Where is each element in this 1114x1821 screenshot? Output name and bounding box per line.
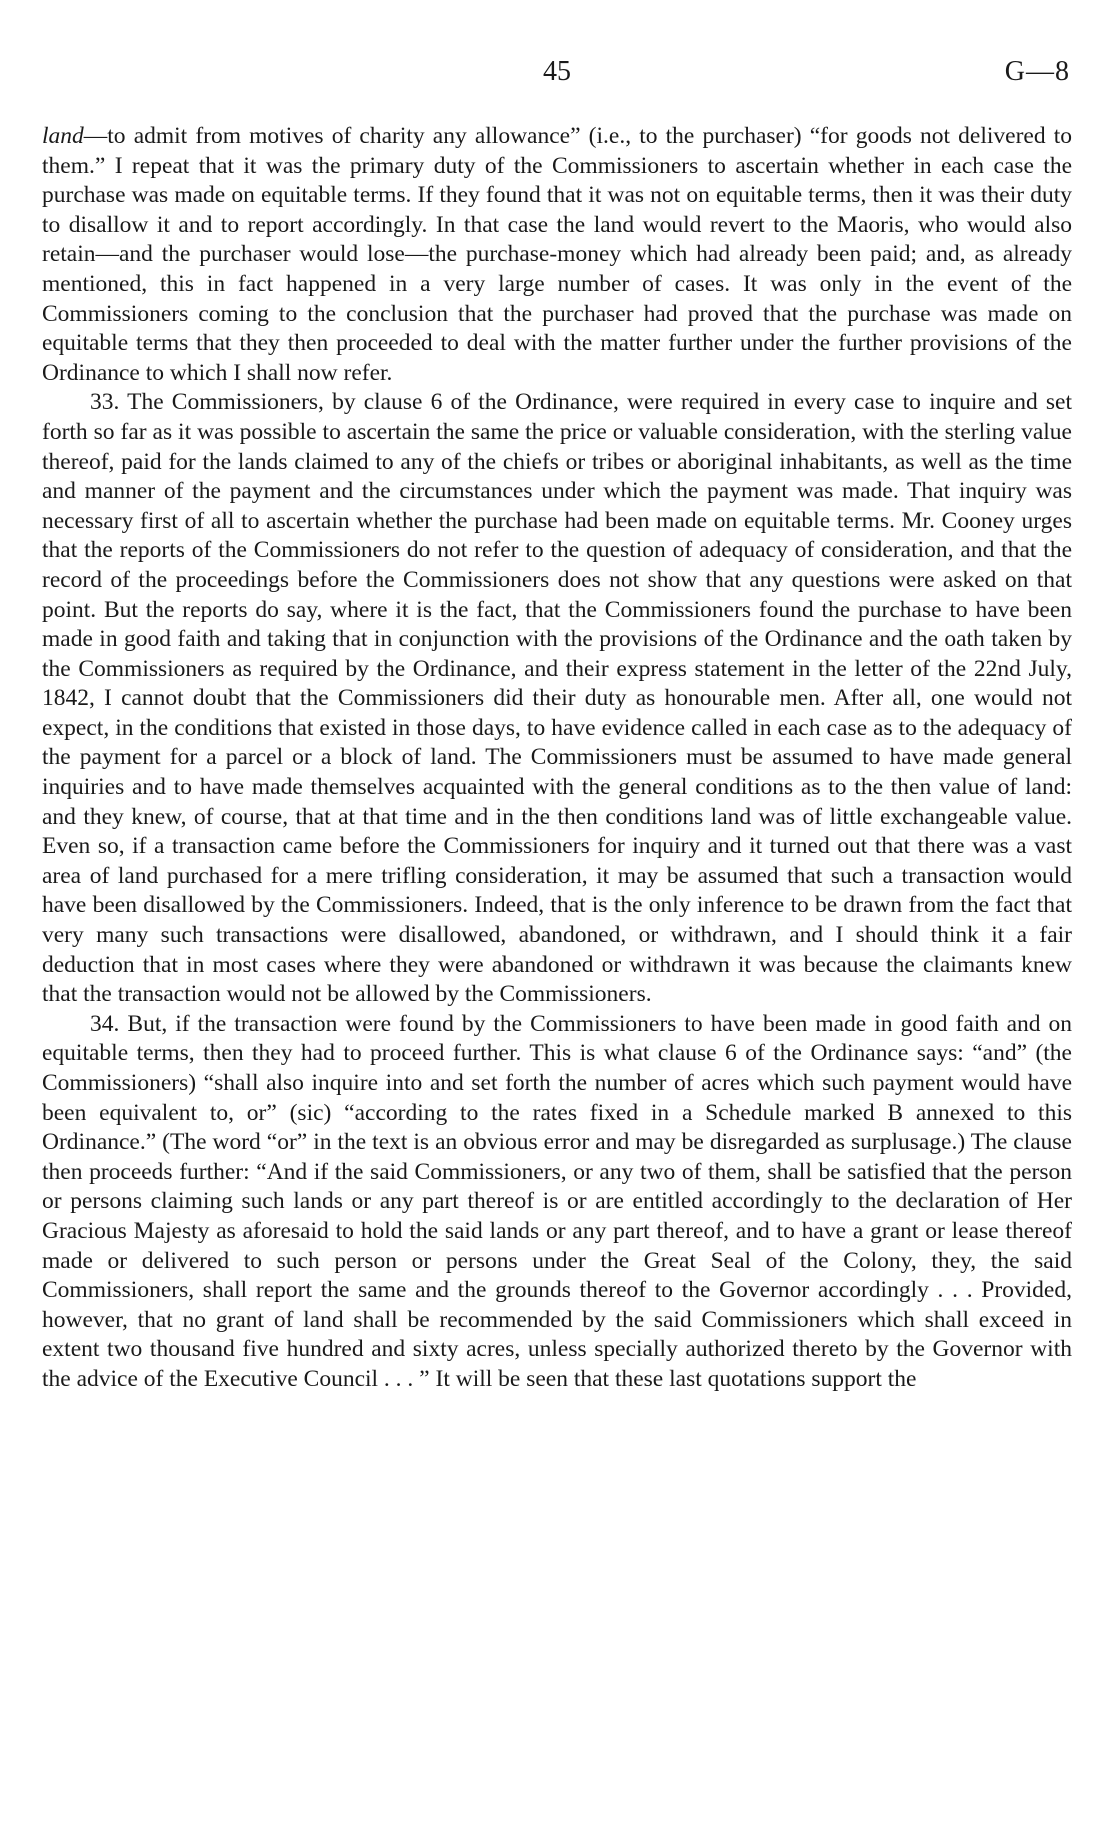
paragraph-text: The Commissioners, by clause 6 of the Ordinance, were required in every case to inquire and set forth so far as it was possible to ascertain the same the price or valuable consideration, with the sterling value thereof, paid for the lands claimed to any of the chiefs or tribes or aboriginal inhabitants, as well as the time and manner of the payment and the circumstances under which the payment was made. That inquiry was necessary first of all to ascertain whether the purchase had been made on equitable terms. Mr. Cooney urges that the reports of the Commissioners do not refer to the question of adequacy of consideration, and that the record of the proceedings before the Commissioners does not show that any questions were asked on that point. But the reports do say, where it is the fact, that the Commissioners found the purchase to have been made in good faith and taking that in conjunction with the provisions of the Ordinance and the oath taken by the Commissioners as required by the Ordinance, and their express statement in the letter of the 22nd July, 1842, I cannot doubt that the Commissioners did their duty as honourable men. After all, one would not expect, in the conditions that existed in those days, to have evidence called in each case as to the adequacy of the payment for a parcel or a block of land. The Commissioners must be assumed to have made general inquiries and to have made themselves acquainted with the general conditions as to the then value of land: and they knew, of course, that at that time and in the then conditions land was of little exchangeable value. Even so, if a transaction came before the Commissioners for inquiry and it turned out that there was a vast area of land purchased for a mere trifling consideration, it may be assumed that such a transaction would have been disallowed by the Commissioners. Indeed, that is the only inference to be drawn from the fact that very many such transactions were disallowed, abandoned, or withdrawn, and I should think it a fair deduction that in most cases where they were abandoned or withdrawn it was because the claimants knew that the transaction would not be allowed by the Commissioners. xyxy=(42,389,1072,1008)
paragraph-33 xyxy=(42,388,1072,1009)
paragraph-continuation xyxy=(42,122,1072,388)
page-number: 45 xyxy=(543,56,571,87)
document-body xyxy=(42,122,1072,1395)
paragraph-number: 33. xyxy=(90,389,120,416)
paragraph-text: But, if the transaction were found by the Commissioners to have been made in good faith and on equitable terms, then they had to proceed further. This is what clause 6 of the Ordinance says: “and” (the Commissioners) “shall also inquire into and set forth the number of acres which such payment would have been equivalent to, or” (sic) “according to the rates fixed in a Schedule marked B annexed to this Ordinance.” (The word “or” in the text is an obvious error and may be disregarded as surplusage.) The clause then proceeds further: “And if the said Commissioners, or any two of them, shall be satisfied that the person or persons claiming such lands or any part thereof is or are entitled accordingly to the declaration of Her Gracious Majesty as aforesaid to hold the said lands or any part thereof, and to have a grant or lease thereof made or delivered to such person or persons under the Great Seal of the Colony, they, the said Commissioners, shall report the same and the grounds thereof to the Governor accordingly . . . Provided, however, that no grant of land shall be recommended by the said Commissioners which shall exceed in extent two thousand five hundred and sixty acres, unless specially authorized thereto by the Governor with the advice of the Executive Council . . . ” It will be seen that these last quotations support the xyxy=(42,1010,1073,1392)
document-reference: G—8 xyxy=(1004,56,1070,87)
paragraph-lead-italic: land xyxy=(42,123,84,149)
paragraph-34 xyxy=(42,1010,1072,1395)
paragraph-text: —to admit from motives of charity any allowance” (i.e., to the purchaser) “for goods not delivered to them.” I repeat that it was the primary duty of the Commissioners to ascertain whether in each case the purchase was made on equitable terms. If they found that it was not on equitable terms, then it was their duty to disallow it and to report accordingly. In that case the land would revert to the Maoris, who would also retain—and the purchaser would lose—the purchase-money which had already been paid; and, as already mentioned, this in fact happened in a very large number of cases. It was only in the event of the Commissioners coming to the conclusion that the purchaser had proved that the purchase was made on equitable terms that they then proceeded to deal with the matter further under the further provisions of the Ordinance to which I shall now refer. xyxy=(42,123,1072,386)
paragraph-number: 34. xyxy=(90,1010,120,1037)
